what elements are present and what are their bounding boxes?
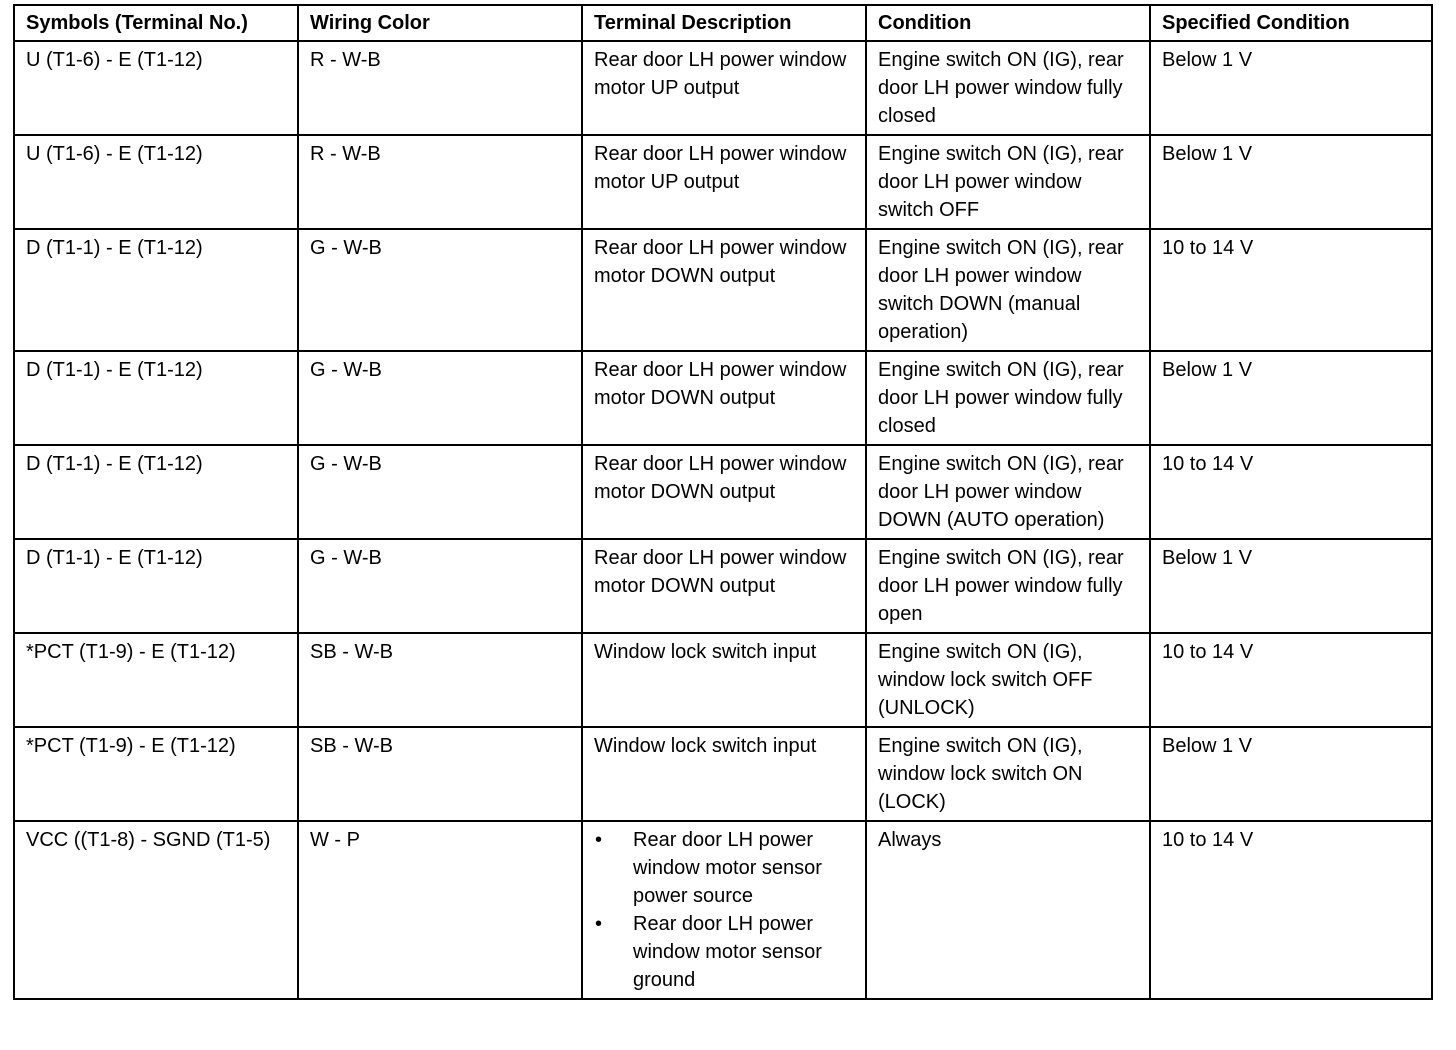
cell-condition: Engine switch ON (IG), window lock switch ON (LOCK) — [866, 727, 1150, 821]
cell-condition: Engine switch ON (IG), rear door LH power window fully closed — [866, 351, 1150, 445]
header-terminal-description: Terminal Description — [582, 5, 866, 41]
cell-specified: Below 1 V — [1150, 539, 1432, 633]
cell-description: Rear door LH power window motor DOWN output — [582, 539, 866, 633]
table-row — [14, 727, 1432, 821]
cell-condition: Engine switch ON (IG), rear door LH power window switch OFF — [866, 135, 1150, 229]
cell-symbol: D (T1-1) - E (T1-12) — [14, 539, 298, 633]
cell-description: Window lock switch input — [582, 633, 866, 727]
cell-symbol: U (T1-6) - E (T1-12) — [14, 135, 298, 229]
cell-wiring-color: SB - W-B — [298, 633, 582, 727]
cell-description: Rear door LH power window motor UP output — [582, 41, 866, 135]
cell-symbol: VCC ((T1-8) - SGND (T1-5) — [14, 821, 298, 999]
cell-symbol: U (T1-6) - E (T1-12) — [14, 41, 298, 135]
table-row — [14, 135, 1432, 229]
terminal-spec-table — [13, 4, 1433, 1000]
bullet-text: Rear door LH power window motor sensor ground — [633, 913, 822, 991]
cell-description: Rear door LH power window motor DOWN output — [582, 445, 866, 539]
cell-symbol: D (T1-1) - E (T1-12) — [14, 351, 298, 445]
cell-specified: 10 to 14 V — [1150, 445, 1432, 539]
table-row — [14, 229, 1432, 351]
cell-specified: Below 1 V — [1150, 41, 1432, 135]
header-condition: Condition — [866, 5, 1150, 41]
table-row — [14, 633, 1432, 727]
description-bullet-list — [594, 826, 855, 994]
cell-symbol: *PCT (T1-9) - E (T1-12) — [14, 633, 298, 727]
header-symbols: Symbols (Terminal No.) — [14, 5, 298, 41]
list-item — [594, 826, 855, 910]
cell-description — [582, 821, 866, 999]
cell-condition: Engine switch ON (IG), rear door LH power window switch DOWN (manual operation) — [866, 229, 1150, 351]
cell-specified: 10 to 14 V — [1150, 821, 1432, 999]
bullet-text: Rear door LH power window motor sensor power source — [633, 829, 822, 907]
bullet-icon: • — [595, 829, 603, 851]
table-row — [14, 41, 1432, 135]
cell-symbol: D (T1-1) - E (T1-12) — [14, 229, 298, 351]
cell-wiring-color: G - W-B — [298, 445, 582, 539]
header-wiring-color: Wiring Color — [298, 5, 582, 41]
cell-wiring-color: R - W-B — [298, 135, 582, 229]
cell-specified: 10 to 14 V — [1150, 229, 1432, 351]
header-specified-condition: Specified Condition — [1150, 5, 1432, 41]
cell-specified: Below 1 V — [1150, 727, 1432, 821]
cell-wiring-color: G - W-B — [298, 229, 582, 351]
cell-condition: Engine switch ON (IG), rear door LH power window fully open — [866, 539, 1150, 633]
cell-condition: Engine switch ON (IG), rear door LH power window DOWN (AUTO operation) — [866, 445, 1150, 539]
cell-condition: Engine switch ON (IG), rear door LH power window fully closed — [866, 41, 1150, 135]
cell-wiring-color: W - P — [298, 821, 582, 999]
list-item — [594, 910, 855, 994]
cell-wiring-color: SB - W-B — [298, 727, 582, 821]
cell-description: Rear door LH power window motor UP output — [582, 135, 866, 229]
table-row — [14, 821, 1432, 999]
header-row — [14, 5, 1432, 41]
cell-specified: Below 1 V — [1150, 351, 1432, 445]
cell-wiring-color: G - W-B — [298, 351, 582, 445]
cell-symbol: D (T1-1) - E (T1-12) — [14, 445, 298, 539]
cell-wiring-color: R - W-B — [298, 41, 582, 135]
cell-specified: 10 to 14 V — [1150, 633, 1432, 727]
bullet-icon: • — [595, 913, 603, 935]
cell-description: Rear door LH power window motor DOWN output — [582, 229, 866, 351]
cell-description: Window lock switch input — [582, 727, 866, 821]
cell-condition: Always — [866, 821, 1150, 999]
cell-description: Rear door LH power window motor DOWN output — [582, 351, 866, 445]
cell-symbol: *PCT (T1-9) - E (T1-12) — [14, 727, 298, 821]
cell-wiring-color: G - W-B — [298, 539, 582, 633]
table-row — [14, 351, 1432, 445]
table-row — [14, 539, 1432, 633]
cell-condition: Engine switch ON (IG), window lock switch OFF (UNLOCK) — [866, 633, 1150, 727]
table-row — [14, 445, 1432, 539]
cell-specified: Below 1 V — [1150, 135, 1432, 229]
